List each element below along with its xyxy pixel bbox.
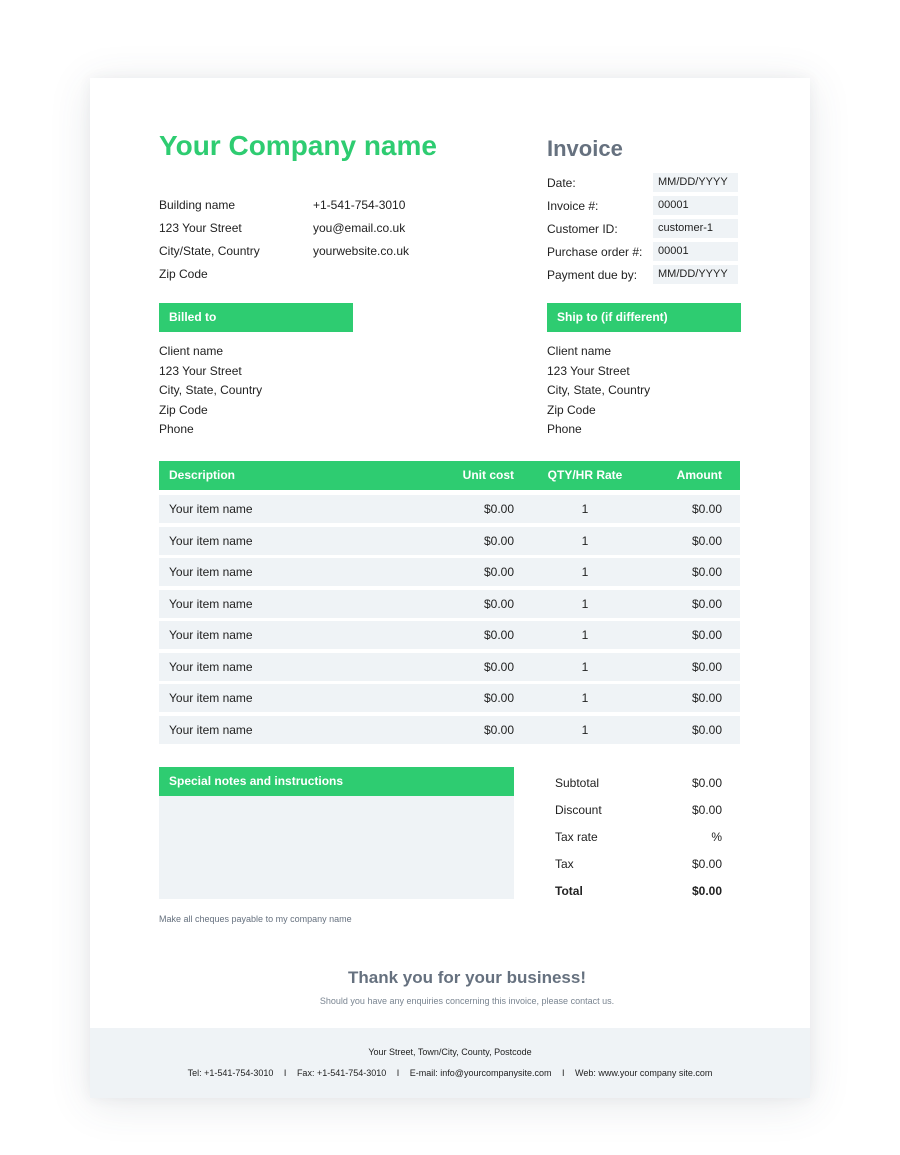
billed-line: Phone	[159, 422, 194, 436]
footer-separator: I	[396, 1068, 400, 1078]
item-description[interactable]: Your item name	[169, 596, 253, 611]
item-qty[interactable]: 1	[581, 628, 589, 642]
footer-web: Web: www.your company site.com	[575, 1068, 713, 1078]
billed-line: City, State, Country	[159, 383, 263, 397]
address-line: Building name	[159, 198, 236, 212]
item-qty[interactable]: 1	[581, 691, 589, 705]
table-row	[159, 653, 740, 681]
item-description[interactable]: Your item name	[169, 691, 253, 705]
payable-note: Make all cheques payable to my company name	[159, 914, 352, 924]
invoice-number-field[interactable]: 00001	[653, 196, 738, 215]
meta-row-date	[547, 171, 741, 194]
ship-line: Zip Code	[547, 402, 596, 417]
item-description[interactable]: Your item name	[169, 659, 253, 674]
item-unit-cost[interactable]: $0.00	[483, 659, 514, 674]
table-row	[159, 621, 740, 649]
item-amount: $0.00	[691, 722, 722, 737]
ship-line: Phone	[547, 422, 582, 436]
item-qty[interactable]: 1	[581, 533, 589, 548]
discount-value[interactable]: $0.00	[691, 803, 722, 817]
footer-contacts	[90, 1068, 810, 1078]
meta-row-customer-id	[547, 217, 741, 240]
ship-to-block	[547, 342, 650, 440]
totals-label: Tax rate	[555, 830, 598, 844]
items-table	[159, 461, 740, 744]
item-qty[interactable]: 1	[581, 659, 589, 674]
item-unit-cost[interactable]: $0.00	[483, 565, 514, 579]
table-row	[159, 590, 740, 618]
subtotal-row	[555, 770, 722, 797]
header-unit-cost: Unit cost	[462, 468, 514, 482]
purchase-order-field[interactable]: 00001	[653, 242, 738, 261]
item-description[interactable]: Your item name	[169, 502, 253, 516]
date-field[interactable]: MM/DD/YYYY	[653, 173, 738, 192]
enquiry-note: Should you have any enquiries concerning this invoice, please contact us.	[319, 996, 615, 1006]
item-qty[interactable]: 1	[581, 502, 589, 516]
footer-separator: I	[283, 1068, 287, 1078]
notes-heading: Special notes and instructions	[159, 767, 514, 796]
totals-block	[555, 770, 722, 905]
billed-line: Zip Code	[159, 402, 208, 417]
tax-rate-value[interactable]: %	[711, 830, 722, 844]
total-row	[555, 878, 722, 905]
header-description: Description	[169, 468, 236, 482]
ship-line: 123 Your Street	[547, 363, 630, 378]
total-value: $0.00	[691, 884, 722, 898]
meta-row-purchase-order	[547, 240, 741, 263]
footer-separator: I	[562, 1068, 565, 1078]
item-amount: $0.00	[691, 533, 722, 548]
header-amount: Amount	[676, 468, 722, 482]
billed-to-heading: Billed to	[159, 303, 353, 332]
invoice-sheet	[90, 78, 810, 1098]
item-unit-cost[interactable]: $0.00	[483, 628, 514, 642]
subtotal-value: $0.00	[691, 776, 722, 790]
ship-line: Client name	[547, 344, 612, 358]
item-description[interactable]: Your item name	[169, 565, 253, 579]
payment-due-field[interactable]: MM/DD/YYYY	[653, 265, 738, 284]
item-description[interactable]: Your item name	[169, 722, 253, 737]
item-unit-cost[interactable]: $0.00	[483, 596, 514, 611]
totals-label: Subtotal	[555, 776, 600, 790]
item-qty[interactable]: 1	[581, 565, 589, 579]
item-unit-cost[interactable]: $0.00	[483, 722, 514, 737]
tax-value: $0.00	[691, 857, 722, 871]
item-unit-cost[interactable]: $0.00	[483, 533, 514, 548]
table-row	[159, 716, 740, 744]
item-unit-cost[interactable]: $0.00	[483, 502, 514, 516]
tax-row	[555, 851, 722, 878]
company-address	[159, 194, 260, 286]
customer-id-field[interactable]: customer-1	[653, 219, 738, 238]
totals-label: Total	[555, 884, 583, 898]
billed-line: 123 Your Street	[159, 363, 242, 378]
items-table-header	[159, 461, 740, 490]
header-qty: QTY/HR Rate	[547, 468, 623, 482]
notes-textarea[interactable]	[159, 796, 514, 899]
billed-to-block	[159, 342, 262, 440]
item-amount: $0.00	[691, 565, 722, 579]
company-phone: +1-541-754-3010	[313, 198, 406, 212]
item-description[interactable]: Your item name	[169, 628, 253, 642]
item-qty[interactable]: 1	[581, 722, 589, 737]
company-website: yourwebsite.co.uk	[313, 244, 410, 258]
invoice-meta	[547, 171, 741, 286]
ship-line: City, State, Country	[547, 383, 651, 397]
meta-label: Customer ID:	[547, 221, 618, 236]
item-description[interactable]: Your item name	[169, 533, 253, 548]
footer-fax: Fax: +1-541-754-3010	[296, 1068, 387, 1078]
item-qty[interactable]: 1	[581, 596, 589, 611]
item-amount: $0.00	[691, 691, 722, 705]
address-line: 123 Your Street	[159, 221, 242, 235]
totals-label: Tax	[555, 857, 574, 871]
footer-tel: Tel: +1-541-754-3010	[187, 1068, 274, 1078]
meta-label: Date:	[547, 175, 576, 190]
table-row	[159, 495, 740, 523]
company-contact	[313, 194, 409, 263]
billed-line: Client name	[159, 344, 224, 358]
meta-label: Invoice #:	[547, 198, 599, 213]
invoice-title: Invoice	[547, 136, 623, 161]
item-amount: $0.00	[691, 659, 722, 674]
address-line: Zip Code	[159, 267, 208, 281]
thank-you-heading: Thank you for your business!	[347, 968, 587, 987]
meta-row-invoice-number	[547, 194, 741, 217]
item-unit-cost[interactable]: $0.00	[483, 691, 514, 705]
footer-email: E-mail: info@yourcompanysite.com	[409, 1068, 552, 1078]
ship-to-heading: Ship to (if different)	[547, 303, 741, 332]
footer-address: Your Street, Town/City, County, Postcode	[368, 1047, 532, 1057]
table-row	[159, 527, 740, 555]
table-row	[159, 684, 740, 712]
discount-row	[555, 797, 722, 824]
company-email: you@email.co.uk	[313, 221, 406, 235]
item-amount: $0.00	[691, 502, 722, 516]
table-row	[159, 558, 740, 586]
address-line: City/State, Country	[159, 244, 260, 258]
meta-label: Purchase order #:	[547, 244, 643, 259]
item-amount: $0.00	[691, 628, 722, 642]
meta-row-payment-due	[547, 263, 741, 286]
tax-rate-row	[555, 824, 722, 851]
meta-label: Payment due by:	[547, 267, 638, 282]
item-amount: $0.00	[691, 596, 722, 611]
totals-label: Discount	[555, 803, 602, 817]
footer	[90, 1028, 810, 1098]
company-name: Your Company name	[159, 130, 437, 161]
